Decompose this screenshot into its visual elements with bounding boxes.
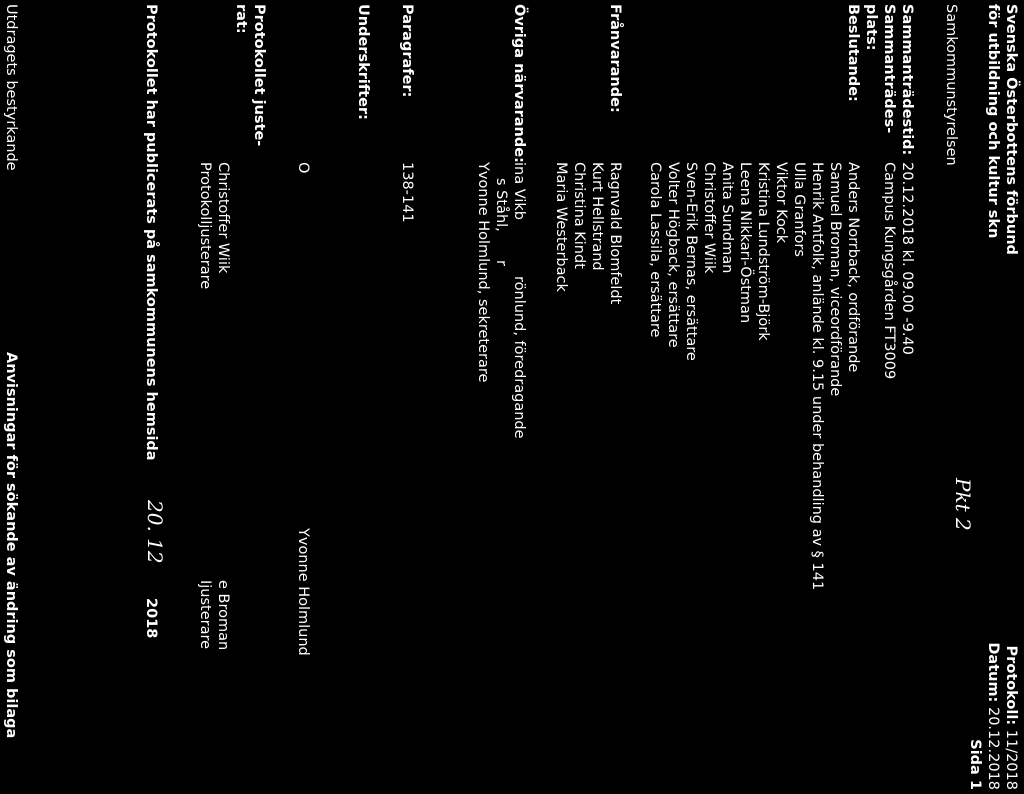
paragrafer-value: 138-141 bbox=[399, 162, 415, 223]
justerat-label-2: rat: bbox=[233, 4, 249, 34]
list-item: Maria Westerback bbox=[553, 162, 569, 292]
protokoll-number bbox=[1002, 646, 1020, 790]
utdrag-bestyrkande: Utdragets bestyrkande bbox=[3, 4, 19, 171]
list-item: Kristina Lundström-Björk bbox=[755, 162, 771, 341]
ovriga-line2b: r bbox=[493, 260, 509, 266]
sida-label: Sida bbox=[967, 739, 983, 775]
paragrafer-label: Paragrafer: bbox=[399, 4, 415, 98]
list-item: Viktor Kock bbox=[773, 162, 789, 244]
protokoll-label: Protokoll: bbox=[1003, 645, 1019, 726]
org-name-line2: för utbildning och kultur skn bbox=[985, 4, 1001, 239]
ovriga-line1b: rönlund, föredragande bbox=[511, 276, 527, 439]
sida-value: 1 bbox=[967, 779, 983, 790]
meeting-place-value: Campus Kungsgården FT3009 bbox=[881, 162, 897, 380]
list-item: Ragnvald Blomfeldt bbox=[607, 162, 623, 305]
beslutande-label: Beslutande: bbox=[845, 4, 861, 102]
protokoll-date bbox=[984, 642, 1002, 790]
meeting-time-label: Sammanträdestid: bbox=[899, 4, 915, 156]
list-item: Anita Sundman bbox=[719, 162, 735, 274]
signature-right-role: Ijusterare bbox=[197, 580, 213, 650]
list-item: Leena Nikkari-Östman bbox=[737, 162, 753, 324]
list-item: Ulla Granfors bbox=[791, 162, 807, 257]
justerat-label-1: Protokollet juste- bbox=[251, 4, 267, 147]
ovriga-line1a: ina Vikb bbox=[511, 162, 527, 220]
underskrifter-label: Underskrifter: bbox=[355, 4, 371, 120]
list-item: Samuel Broman, viceordförande bbox=[827, 162, 843, 397]
datum-value: 20.12.2018 bbox=[985, 706, 1001, 790]
publicerat-date-handwritten: 20. 12 bbox=[143, 500, 167, 564]
list-item: Sven-Erik Bernas, ersättare bbox=[683, 162, 699, 361]
meeting-time-value: 20.12.2018 kl. 09.00 -9.40 bbox=[899, 162, 915, 355]
franvarande-list bbox=[552, 162, 624, 304]
org-name-line1: Svenska Österbottens förbund bbox=[1003, 4, 1019, 255]
anvisningar-note: Anvisningar för sökande av ändring som bilaga bbox=[3, 352, 19, 739]
body-name: Samkommunstyrelsen bbox=[943, 4, 959, 166]
list-item: Volter Högback, ersättare bbox=[665, 162, 681, 348]
list-item: Carola Lassila, ersättare bbox=[647, 162, 663, 338]
signature-right-name: e Broman bbox=[215, 580, 231, 651]
page-number bbox=[966, 739, 984, 790]
meeting-place-label-2: plats: bbox=[863, 4, 879, 51]
list-item: Anders Norrback, ordförande bbox=[845, 162, 861, 373]
protokoll-value: 11/2018 bbox=[1003, 729, 1019, 790]
publicerat-year: 2018 bbox=[143, 598, 159, 639]
signature-secretary-name: Yvonne Holmlund bbox=[295, 528, 311, 656]
publicerat-label: Protokollet har publicerats på samkommunens hemsida bbox=[143, 4, 159, 461]
ovriga-line2a: s Ståhl, bbox=[493, 178, 509, 232]
list-item: Christina Kindt bbox=[571, 162, 587, 269]
signature-left-role: Protokolljusterare bbox=[197, 162, 213, 290]
datum-label: Datum: bbox=[985, 642, 1001, 703]
pkt-handwritten-note: Pkt 2 bbox=[951, 478, 975, 531]
list-item: Henrik Antfolk, anlände kl. 9.15 under behandling av § 141 bbox=[809, 162, 825, 591]
list-item: Kurt Hellstrand bbox=[589, 162, 605, 271]
franvarande-label: Frånvarande: bbox=[607, 4, 623, 113]
signature-mark: O bbox=[295, 162, 311, 174]
ovriga-line3: Yvonne Holmlund, sekreterare bbox=[475, 162, 491, 383]
ovriga-label: Övriga närvarande: bbox=[511, 4, 527, 163]
meeting-place-label-1: Sammanträdes- bbox=[881, 4, 897, 134]
list-item: Christoffer Wiik bbox=[701, 162, 717, 274]
beslutande-list bbox=[646, 162, 862, 590]
signature-left-name: Christoffer Wiik bbox=[215, 162, 231, 274]
